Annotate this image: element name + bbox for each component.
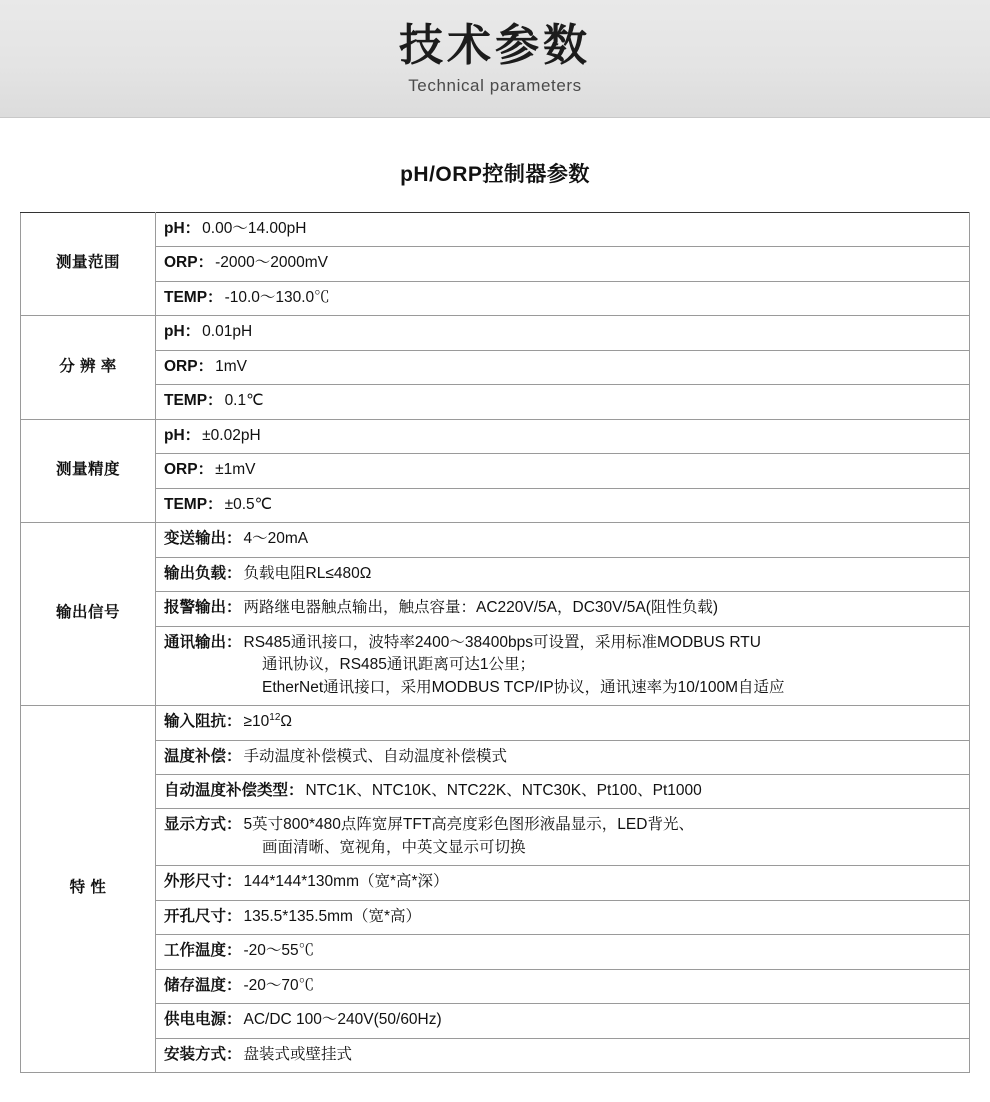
table-row <box>21 626 970 705</box>
spec-label: 自动温度补偿类型： <box>164 781 304 799</box>
spec-value: 0.01pH <box>202 323 253 341</box>
spec-table-wrapper <box>20 212 970 1073</box>
spec-cell <box>156 626 970 705</box>
spec-cell <box>156 935 970 969</box>
spec-cell <box>156 1004 970 1038</box>
spec-cell <box>156 316 970 350</box>
spec-label: 工作温度： <box>164 942 242 960</box>
table-row <box>21 866 970 900</box>
spec-cell <box>156 454 970 488</box>
table-row <box>21 1038 970 1072</box>
spec-value: ±0.5℃ <box>224 495 273 513</box>
spec-value-exponent: 12 <box>269 711 281 723</box>
spec-cell <box>156 900 970 934</box>
spec-value-line3: EtherNet通讯接口，采用MODBUS TCP/IP协议，通讯速率为10/100M自适应 <box>262 678 785 696</box>
table-row <box>21 454 970 488</box>
spec-value: 手动温度补偿模式、自动温度补偿模式 <box>243 747 508 765</box>
spec-value: NTC1K、NTC10K、NTC22K、NTC30K、Pt100、Pt1000 <box>305 781 702 799</box>
table-row <box>21 706 970 740</box>
spec-value: 盘装式或壁挂式 <box>243 1045 353 1063</box>
page-banner <box>0 0 990 118</box>
spec-value-line2: 通讯协议，RS485通讯距离可达1公里； <box>262 656 536 674</box>
spec-label: 外形尺寸： <box>164 873 242 891</box>
spec-cell <box>156 488 970 522</box>
spec-cell <box>156 247 970 281</box>
spec-value: 1mV <box>215 357 247 375</box>
spec-value: -2000～2000mV <box>215 254 328 272</box>
table-row <box>21 213 970 247</box>
spec-value: 负载电阻RL≤480Ω <box>243 564 372 582</box>
spec-cell <box>156 706 970 740</box>
spec-value-unit: Ω <box>280 713 292 731</box>
spec-value: ±1mV <box>215 461 256 479</box>
table-row <box>21 488 970 522</box>
spec-cell <box>156 774 970 808</box>
spec-label: ORP： <box>164 357 214 375</box>
spec-value: 5英寸800*480点阵宽屏TFT高亮度彩色图形液晶显示，LED背光、 <box>243 816 694 834</box>
spec-label: 储存温度： <box>164 976 242 994</box>
table-row <box>21 1004 970 1038</box>
spec-cell <box>156 740 970 774</box>
spec-value: 0.1℃ <box>224 392 264 410</box>
spec-cell <box>156 557 970 591</box>
category-cell: 输出信号 <box>21 523 156 706</box>
spec-label: 输入阻抗： <box>164 713 242 731</box>
spec-value: RS485通讯接口，波特率2400～38400bps可设置，采用标准MODBUS RTU <box>243 633 761 651</box>
spec-value: AC/DC 100～240V(50/60Hz) <box>243 1011 442 1029</box>
spec-label: 温度补偿： <box>164 747 242 765</box>
spec-label: 输出负载： <box>164 564 242 582</box>
spec-value: 135.5*135.5mm（宽*高） <box>243 907 421 925</box>
category-cell: 测量精度 <box>21 419 156 522</box>
spec-cell <box>156 281 970 315</box>
table-row <box>21 385 970 419</box>
spec-value-line2: 画面清晰、宽视角，中英文显示可切换 <box>262 838 526 856</box>
banner-subtitle: Technical parameters <box>408 75 582 95</box>
spec-label: 开孔尺寸： <box>164 907 242 925</box>
spec-cell <box>156 385 970 419</box>
spec-label: 通讯输出： <box>164 633 242 651</box>
table-row <box>21 316 970 350</box>
banner-title: 技术参数 <box>399 21 591 71</box>
spec-label: 报警输出： <box>164 599 242 617</box>
spec-label: TEMP： <box>164 495 223 513</box>
category-cell: 特 性 <box>21 706 156 1073</box>
table-row <box>21 740 970 774</box>
spec-label: ORP： <box>164 461 214 479</box>
spec-label: ORP： <box>164 254 214 272</box>
table-row <box>21 809 970 866</box>
table-row <box>21 969 970 1003</box>
spec-label: 安装方式： <box>164 1045 242 1063</box>
spec-cell <box>156 213 970 247</box>
spec-cell <box>156 1038 970 1072</box>
spec-cell <box>156 523 970 557</box>
table-row <box>21 592 970 626</box>
section-title: pH/ORP控制器参数 <box>400 163 590 186</box>
spec-label: 供电电源： <box>164 1011 242 1029</box>
spec-label: 显示方式： <box>164 816 242 834</box>
category-cell: 分 辨 率 <box>21 316 156 419</box>
spec-value: -10.0～130.0℃ <box>224 288 330 306</box>
table-row <box>21 900 970 934</box>
spec-value: 两路继电器触点输出，触点容量：AC220V/5A，DC30V/5A(阻性负载) <box>243 599 719 617</box>
spec-value <box>242 711 961 733</box>
spec-label: pH： <box>164 220 201 237</box>
spec-value: -20～55℃ <box>243 942 315 960</box>
spec-cell <box>156 969 970 1003</box>
spec-value: 0.00～14.00pH <box>202 220 307 237</box>
table-row <box>21 281 970 315</box>
spec-label: TEMP： <box>164 288 223 306</box>
spec-label: TEMP： <box>164 392 223 410</box>
spec-cell <box>156 592 970 626</box>
spec-label: pH： <box>164 323 201 341</box>
spec-value-text: ≥10 <box>243 713 270 731</box>
table-row <box>21 557 970 591</box>
spec-cell <box>156 419 970 453</box>
spec-label: 变送输出： <box>164 530 242 548</box>
table-row <box>21 350 970 384</box>
table-row <box>21 523 970 557</box>
table-row <box>21 935 970 969</box>
table-row <box>21 419 970 453</box>
spec-cell <box>156 866 970 900</box>
spec-label: pH： <box>164 426 201 444</box>
spec-table <box>20 212 970 1073</box>
spec-cell <box>156 809 970 866</box>
spec-value: 4～20mA <box>243 530 309 548</box>
spec-cell <box>156 350 970 384</box>
category-cell: 测量范围 <box>21 213 156 316</box>
spec-value: ±0.02pH <box>202 426 261 444</box>
table-row <box>21 247 970 281</box>
spec-value: 144*144*130mm（宽*高*深） <box>243 873 449 891</box>
spec-value: -20～70℃ <box>243 976 315 994</box>
table-row <box>21 774 970 808</box>
